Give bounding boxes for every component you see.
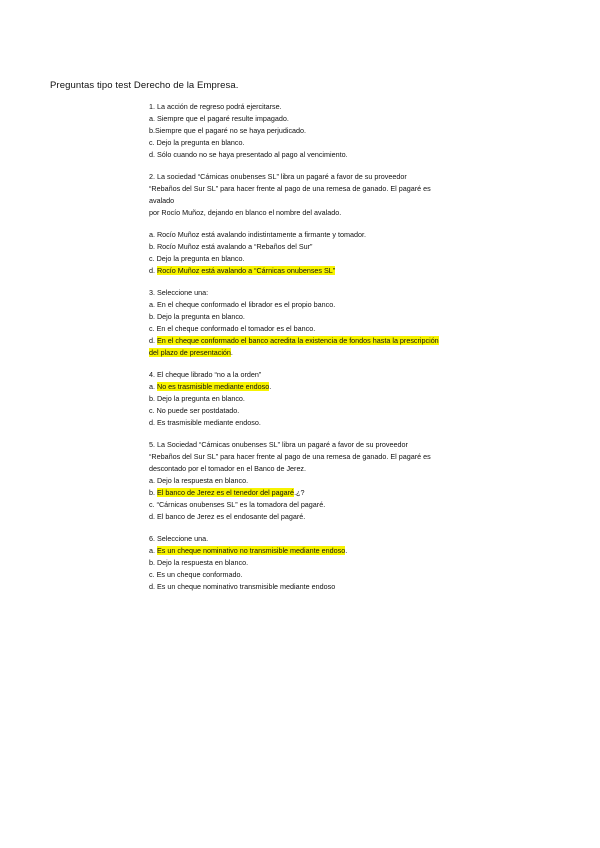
highlighted-answer: Es un cheque nominativo no transmisible mediante endoso bbox=[157, 546, 346, 555]
question-text: 3. Seleccione una: bbox=[149, 288, 209, 297]
answer-prefix: d. bbox=[149, 266, 157, 275]
question-block bbox=[149, 439, 489, 523]
question-spacer bbox=[149, 161, 489, 171]
answer-line: b. Dejo la pregunta en blanco. bbox=[149, 312, 245, 321]
question-block bbox=[149, 101, 489, 161]
answer-line: c. En el cheque conformado el tomador es el banco. bbox=[149, 324, 316, 333]
answer-suffix: .¿? bbox=[294, 488, 305, 497]
answer-prefix: b. bbox=[149, 488, 157, 497]
question-text: 6. Seleccione una. bbox=[149, 534, 209, 543]
question-spacer bbox=[149, 429, 489, 439]
answer-line: por Rocío Muñoz, dejando en blanco el nombre del avalado. bbox=[149, 208, 342, 217]
question-spacer bbox=[149, 359, 489, 369]
document-title: Preguntas tipo test Derecho de la Empresa. bbox=[50, 80, 239, 91]
answer-suffix: . bbox=[269, 382, 272, 391]
answer-line: a. Siempre que el pagaré resulte impagado. bbox=[149, 114, 289, 123]
answer-line: “Rebaños del Sur SL” para hacer frente al pago de una remesa de ganado. El pagaré es bbox=[149, 452, 431, 461]
question-list bbox=[149, 101, 489, 593]
answer-line: b. Rocío Muñoz está avalando a “Rebaños del Sur” bbox=[149, 242, 313, 251]
answer-line: c. No puede ser postdatado. bbox=[149, 406, 240, 415]
answer-line: a. En el cheque conformado el librador es el propio banco. bbox=[149, 300, 336, 309]
answer-line: d. Es trasmisible mediante endoso. bbox=[149, 418, 261, 427]
answer-line bbox=[149, 487, 489, 499]
answer-line: descontado por el tomador en el Banco de Jerez. bbox=[149, 464, 307, 473]
answer-suffix: . bbox=[230, 348, 233, 357]
answer-suffix: . bbox=[345, 546, 348, 555]
answer-line: “Rebaños del Sur SL” para hacer frente al pago de una remesa de ganado. El pagaré es bbox=[149, 184, 431, 193]
highlighted-answer: Rocío Muñoz está avalando a “Cárnicas onubenses SL” bbox=[157, 266, 336, 275]
answer-line: c. Dejo la pregunta en blanco. bbox=[149, 138, 245, 147]
answer-line: c. “Cárnicas onubenses SL” es la tomadora del pagaré. bbox=[149, 500, 326, 509]
answer-line bbox=[149, 347, 489, 359]
answer-line: b. Dejo la respuesta en blanco. bbox=[149, 558, 249, 567]
answer-line: c. Dejo la pregunta en blanco. bbox=[149, 254, 245, 263]
question-block bbox=[149, 369, 489, 429]
answer-line: c. Es un cheque conformado. bbox=[149, 570, 243, 579]
answer-line bbox=[149, 545, 489, 557]
answer-line: d. Sólo cuando no se haya presentado al pago al vencimiento. bbox=[149, 150, 348, 159]
question-spacer bbox=[149, 523, 489, 533]
answer-prefix: d. bbox=[149, 336, 157, 345]
answer-line bbox=[149, 381, 489, 393]
answer-line bbox=[149, 335, 489, 347]
question-text: 1. La acción de regreso podrá ejercitarse. bbox=[149, 102, 282, 111]
question-block bbox=[149, 287, 489, 359]
line-spacer bbox=[149, 219, 489, 229]
answer-line: a. Dejo la respuesta en blanco. bbox=[149, 476, 249, 485]
answer-prefix: a. bbox=[149, 382, 157, 391]
question-text: 5. La Sociedad “Cárnicas onubenses SL” libra un pagaré a favor de su proveedor bbox=[149, 440, 408, 449]
question-spacer bbox=[149, 277, 489, 287]
answer-line: avalado bbox=[149, 196, 175, 205]
highlighted-answer: del plazo de presentación bbox=[149, 348, 231, 357]
question-text: 2. La sociedad “Cárnicas onubenses SL” libra un pagaré a favor de su proveedor bbox=[149, 172, 407, 181]
answer-prefix: a. bbox=[149, 546, 157, 555]
question-text: 4. El cheque librado “no a la orden” bbox=[149, 370, 262, 379]
question-block bbox=[149, 533, 489, 593]
answer-line: b. Dejo la pregunta en blanco. bbox=[149, 394, 245, 403]
answer-line bbox=[149, 265, 489, 277]
answer-line: d. Es un cheque nominativo transmisible mediante endoso bbox=[149, 582, 336, 591]
answer-line: d. El banco de Jerez es el endosante del pagaré. bbox=[149, 512, 306, 521]
answer-line: b.Siempre que el pagaré no se haya perjudicado. bbox=[149, 126, 307, 135]
question-block bbox=[149, 171, 489, 277]
highlighted-answer: No es trasmisible mediante endoso bbox=[157, 382, 270, 391]
highlighted-answer: En el cheque conformado el banco acredita la existencia de fondos hasta la prescripción bbox=[157, 336, 439, 345]
answer-line: a. Rocío Muñoz está avalando indistintamente a firmante y tomador. bbox=[149, 230, 366, 239]
highlighted-answer: El banco de Jerez es el tenedor del pagaré bbox=[157, 488, 295, 497]
